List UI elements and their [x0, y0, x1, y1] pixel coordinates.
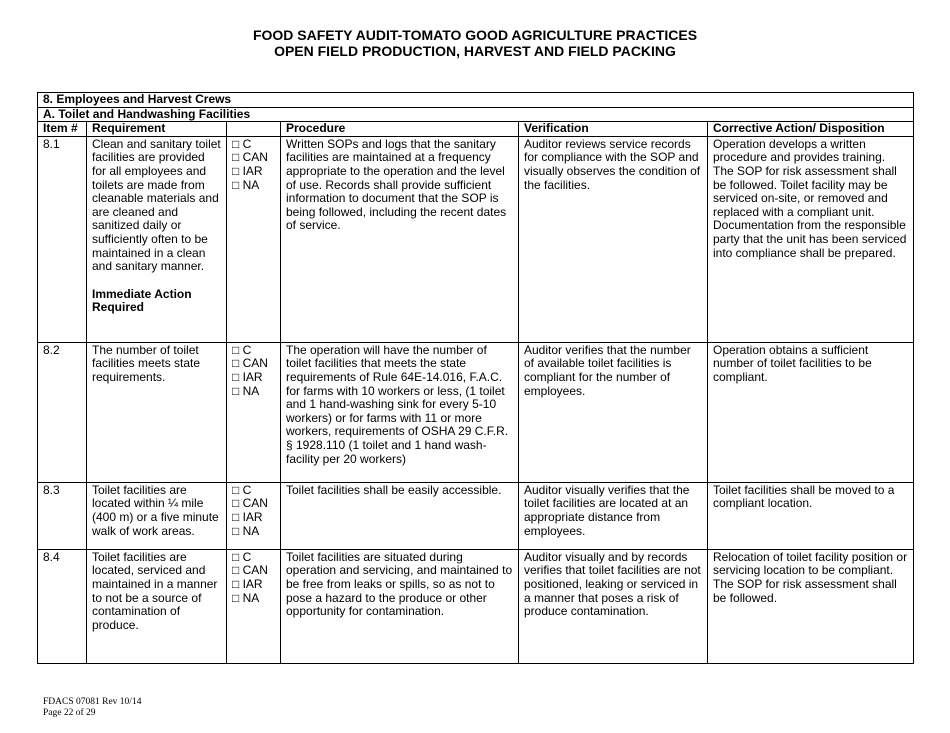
item-number: 8.1 — [38, 136, 87, 342]
verification-cell: Auditor reviews service records for compliance with the SOP and visually observes the condition of the facilities. — [519, 136, 708, 342]
verification-cell: Auditor visually and by records verifies that toilet facilities are not positioned, leaking or serviced in a manner that poses a risk of produce contamination. — [519, 549, 708, 663]
requirement-text: Clean and sanitary toilet facilities are provided for all employees and toilets are made from cleanable materials and are cleaned and sanitized daily or sufficiently often to be maintained in a clean and sanitary manner. — [92, 136, 221, 274]
corrective-cell: Toilet facilities shall be moved to a compliant location. — [708, 482, 914, 549]
status-option-c[interactable]: □ C — [232, 136, 252, 151]
item-number: 8.2 — [38, 342, 87, 482]
verification-cell: Auditor visually verifies that the toilet facilities are located at an appropriate distance from employees. — [519, 482, 708, 549]
column-header-status — [227, 122, 281, 137]
section-heading: 8. Employees and Harvest Crews — [38, 93, 914, 108]
status-cell — [227, 482, 281, 549]
table-row — [38, 549, 914, 663]
requirement-cell — [87, 136, 227, 342]
status-option-iar[interactable]: □ IAR — [232, 369, 263, 384]
verification-cell: Auditor verifies that the number of available toilet facilities is compliant for the number of employees. — [519, 342, 708, 482]
column-header-item: Item # — [38, 122, 87, 137]
status-option-iar[interactable]: □ IAR — [232, 576, 263, 591]
status-option-na[interactable]: □ NA — [232, 523, 260, 538]
form-id: FDACS 07081 Rev 10/14 — [43, 697, 142, 707]
subsection-heading: A. Toilet and Handwashing Facilities — [38, 107, 914, 122]
item-number: 8.3 — [38, 482, 87, 549]
status-cell — [227, 136, 281, 342]
document-title-line1: FOOD SAFETY AUDIT-TOMATO GOOD AGRICULTURE PRACTICES — [252, 27, 698, 43]
column-header-verification: Verification — [519, 122, 708, 137]
item-number: 8.4 — [38, 549, 87, 663]
status-option-c[interactable]: □ C — [232, 342, 252, 357]
status-cell — [227, 342, 281, 482]
column-header-procedure: Procedure — [281, 122, 519, 137]
status-option-can[interactable]: □ CAN — [232, 496, 268, 511]
document-title-line2: OPEN FIELD PRODUCTION, HARVEST AND FIELD PACKING — [274, 43, 676, 59]
status-option-iar[interactable]: □ IAR — [232, 163, 263, 178]
status-option-na[interactable]: □ NA — [232, 383, 260, 398]
status-cell — [227, 549, 281, 663]
corrective-cell: Operation develops a written procedure and provides training. The SOP for risk assessment shall be followed. Toilet facility may be serviced on-site, or removed and replaced with a compliant unit. Documentation from the responsible party that the unit has been serviced into compliance shall be prepared. — [708, 136, 914, 342]
status-option-can[interactable]: □ CAN — [232, 150, 268, 165]
status-option-c[interactable]: □ C — [232, 549, 252, 564]
immediate-action-note: Immediate Action Required — [92, 286, 192, 315]
column-header-requirement: Requirement — [87, 122, 227, 137]
procedure-cell: Written SOPs and logs that the sanitary facilities are maintained at a frequency appropriate to the operation and the level of use. Records shall provide sufficient information to document that the SOP is being followed, including the recent dates of service. — [281, 136, 519, 342]
corrective-cell: Operation obtains a sufficient number of toilet facilities to be compliant. — [708, 342, 914, 482]
status-option-can[interactable]: □ CAN — [232, 356, 268, 371]
corrective-cell: Relocation of toilet facility position or servicing location to be compliant. The SOP for risk assessment shall be followed. — [708, 549, 914, 663]
status-option-c[interactable]: □ C — [232, 482, 252, 497]
status-option-na[interactable]: □ NA — [232, 590, 260, 605]
status-option-iar[interactable]: □ IAR — [232, 509, 263, 524]
table-row — [38, 482, 914, 549]
table-row — [38, 136, 914, 342]
audit-table — [37, 92, 914, 664]
status-option-na[interactable]: □ NA — [232, 177, 260, 192]
page-number: Page 22 of 29 — [43, 708, 96, 718]
requirement-cell: Toilet facilities are located, serviced and maintained in a manner to not be a source of contamination of produce. — [87, 549, 227, 663]
status-option-can[interactable]: □ CAN — [232, 563, 268, 578]
column-header-corrective: Corrective Action/ Disposition — [708, 122, 914, 137]
requirement-cell: The number of toilet facilities meets state requirements. — [87, 342, 227, 482]
procedure-cell: Toilet facilities are situated during operation and servicing, and maintained to be free from leaks or spills, so as not to pose a hazard to the produce or other opportunity for contamination. — [281, 549, 519, 663]
requirement-cell: Toilet facilities are located within ¼ mile (400 m) or a five minute walk of work areas. — [87, 482, 227, 549]
procedure-cell: Toilet facilities shall be easily accessible. — [281, 482, 519, 549]
procedure-cell: The operation will have the number of toilet facilities that meets the state requirements of Rule 64E-14.016, F.A.C. for farms with 10 workers or less, (1 toilet and 1 hand-washing sink for every 5-10 workers) or for farms with 11 or more workers, requirements of OSHA 29 C.F.R. § 1928.110 (1 toilet and 1 hand wash-facility per 20 workers) — [281, 342, 519, 482]
table-row — [38, 342, 914, 482]
